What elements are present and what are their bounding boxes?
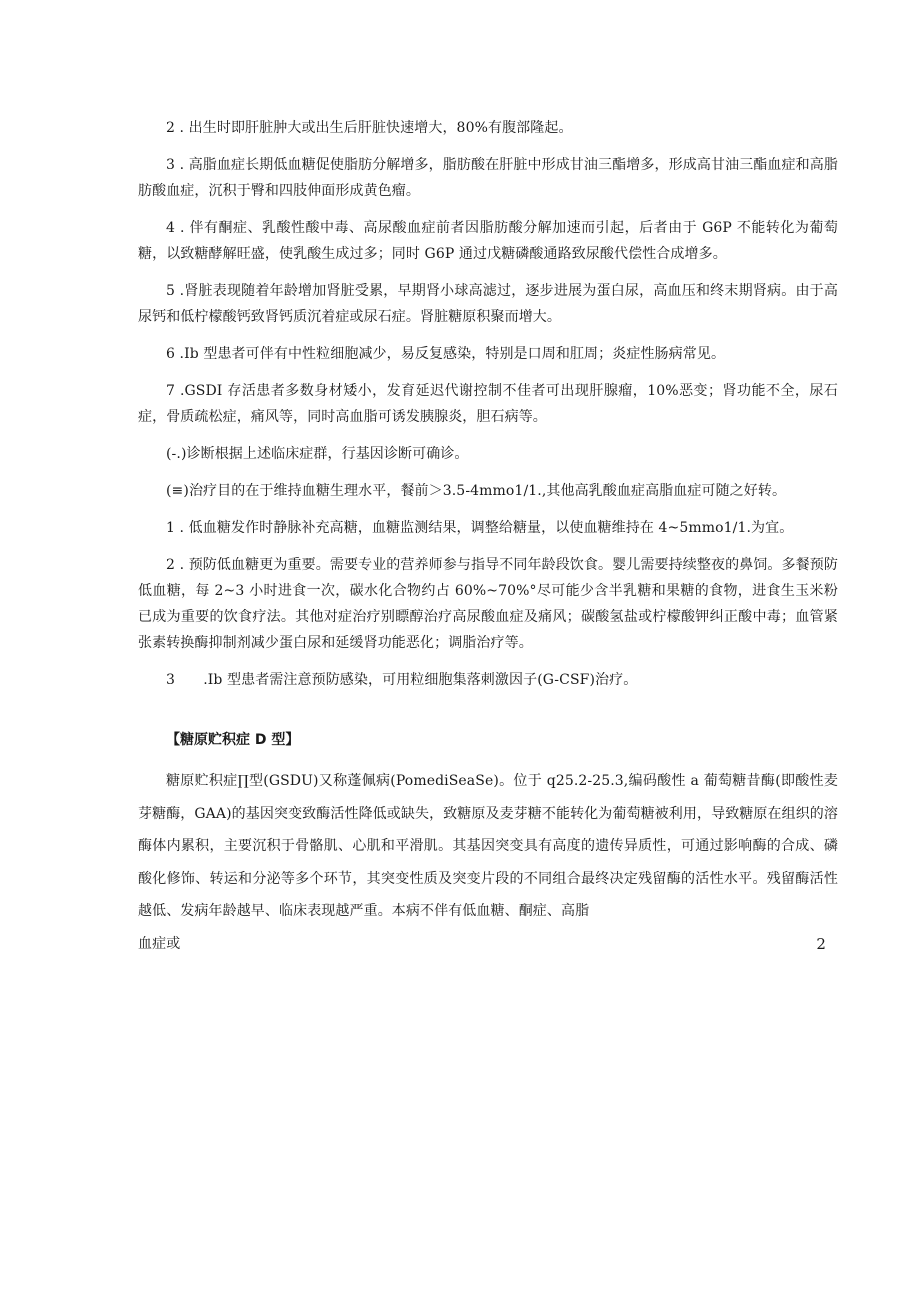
document-body — [138, 115, 838, 960]
paragraph-item-7: 7 .GSDI 存活患者多数身材矮小，发育延迟代谢控制不佳者可出现肝腺瘤，10%恶变；肾功能不全，尿石症，骨质疏松症，痛风等，同时高血脂可诱发胰腺炎，胆石病等。 — [138, 383, 838, 425]
paragraph-item-4: 4 . 伴有酮症、乳酸性酸中毒、高尿酸血症前者因脂肪酸分解加速而引起，后者由于 G6P 不能转化为葡萄糖，以致糖酵解旺盛，使乳酸生成过多；同时 G6P 通过戊糖磷酸通路致尿酸代偿性合成增多。 — [138, 220, 838, 262]
paragraph-item-3: 3 . 高脂血症长期低血糖促使脂肪分解增多，脂肪酸在肝脏中形成甘油三酯增多，形成高甘油三酯血症和高脂肪酸血症，沉积于臀和四肢伸面形成黄色瘤。 — [138, 157, 838, 199]
section-body-last-line — [138, 928, 838, 961]
section-body-paragraph: 糖原贮积症∏型(GSDU)又称蓬佩病(PomediSeaSe)。位于 q25.2-25.3,编码酸性 a 葡萄糖昔酶(即酸性麦芽糖酶，GAA)的基因突变致酶活性降低或缺失，致糖原及麦芽糖不能转化为葡萄糖被利用，导致糖原在组织的溶酶体内累积，主要沉积于骨骼肌、心肌和平滑肌。其基因突变具有高度的遗传异质性，可通过影响酶的合成、磷酸化修饰、转运和分泌等多个环节，其突变性质及突变片段的不同组合最终决定残留酶的活性水平。残留酶活性越低、发病年龄越早、临床表现越严重。本病不伴有低血糖、酮症、高脂 — [138, 773, 838, 919]
paragraph-item-6: 6 .Ib 型患者可伴有中性粒细胞减少，易反复感染，特别是口周和肛周；炎症性肠病常见。 — [166, 346, 726, 362]
paragraph-item-2: 2 . 出生时即肝脏肿大或出生后肝脏快速增大，80%有腹部隆起。 — [166, 120, 573, 136]
paragraph-item-5: 5 .肾脏表现随着年龄增加肾脏受累，早期肾小球高滤过，逐步进展为蛋白尿，高血压和终末期肾病。由于高尿钙和低柠檬酸钙致肾钙质沉着症或尿石症。肾脏糖原积聚而增大。 — [138, 283, 838, 325]
diagnosis-paragraph: (-.)诊断根据上述临床症群，行基因诊断可确诊。 — [166, 446, 469, 462]
section-heading: 【糖原贮积症 D 型】 — [166, 732, 300, 748]
page-number: 2 — [816, 934, 826, 953]
treatment-item-2: 2 . 预防低血糖更为重要。需要专业的营养师参与指导不同年龄段饮食。婴儿需要持续整夜的鼻饲。多餐预防低血糖，每 2~3 小时进食一次，碳水化合物约占 60%~70%°尽可能少含半乳糖和果糖的食物，进食生玉米粉已成为重要的饮食疗法。其他对症治疗别瞟醇治疗高尿酸血症及痛风；碳酸氢盐或柠檬酸钾纠正酸中毒；血管紧张素转换酶抑制剂减少蛋白尿和延缓肾功能恶化；调脂治疗等。 — [138, 557, 838, 651]
treatment-item-1: 1 . 低血糖发作时静脉补充高糖，血糖监测结果，调整给糖量，以使血糖维持在 4~5mmo1∕1.为宜。 — [166, 520, 794, 536]
treatment-item-3: 3 .Ib 型患者需注意预防感染，可用粒细胞集落刺激因子(G-CSF)治疗。 — [166, 672, 638, 688]
last-line-text: 血症或 — [138, 935, 181, 952]
treatment-paragraph: (≡)治疗目的在于维持血糖生理水平，餐前＞3.5-4mmo1∕1.,其他高乳酸血症高脂血症可随之好转。 — [166, 483, 787, 499]
